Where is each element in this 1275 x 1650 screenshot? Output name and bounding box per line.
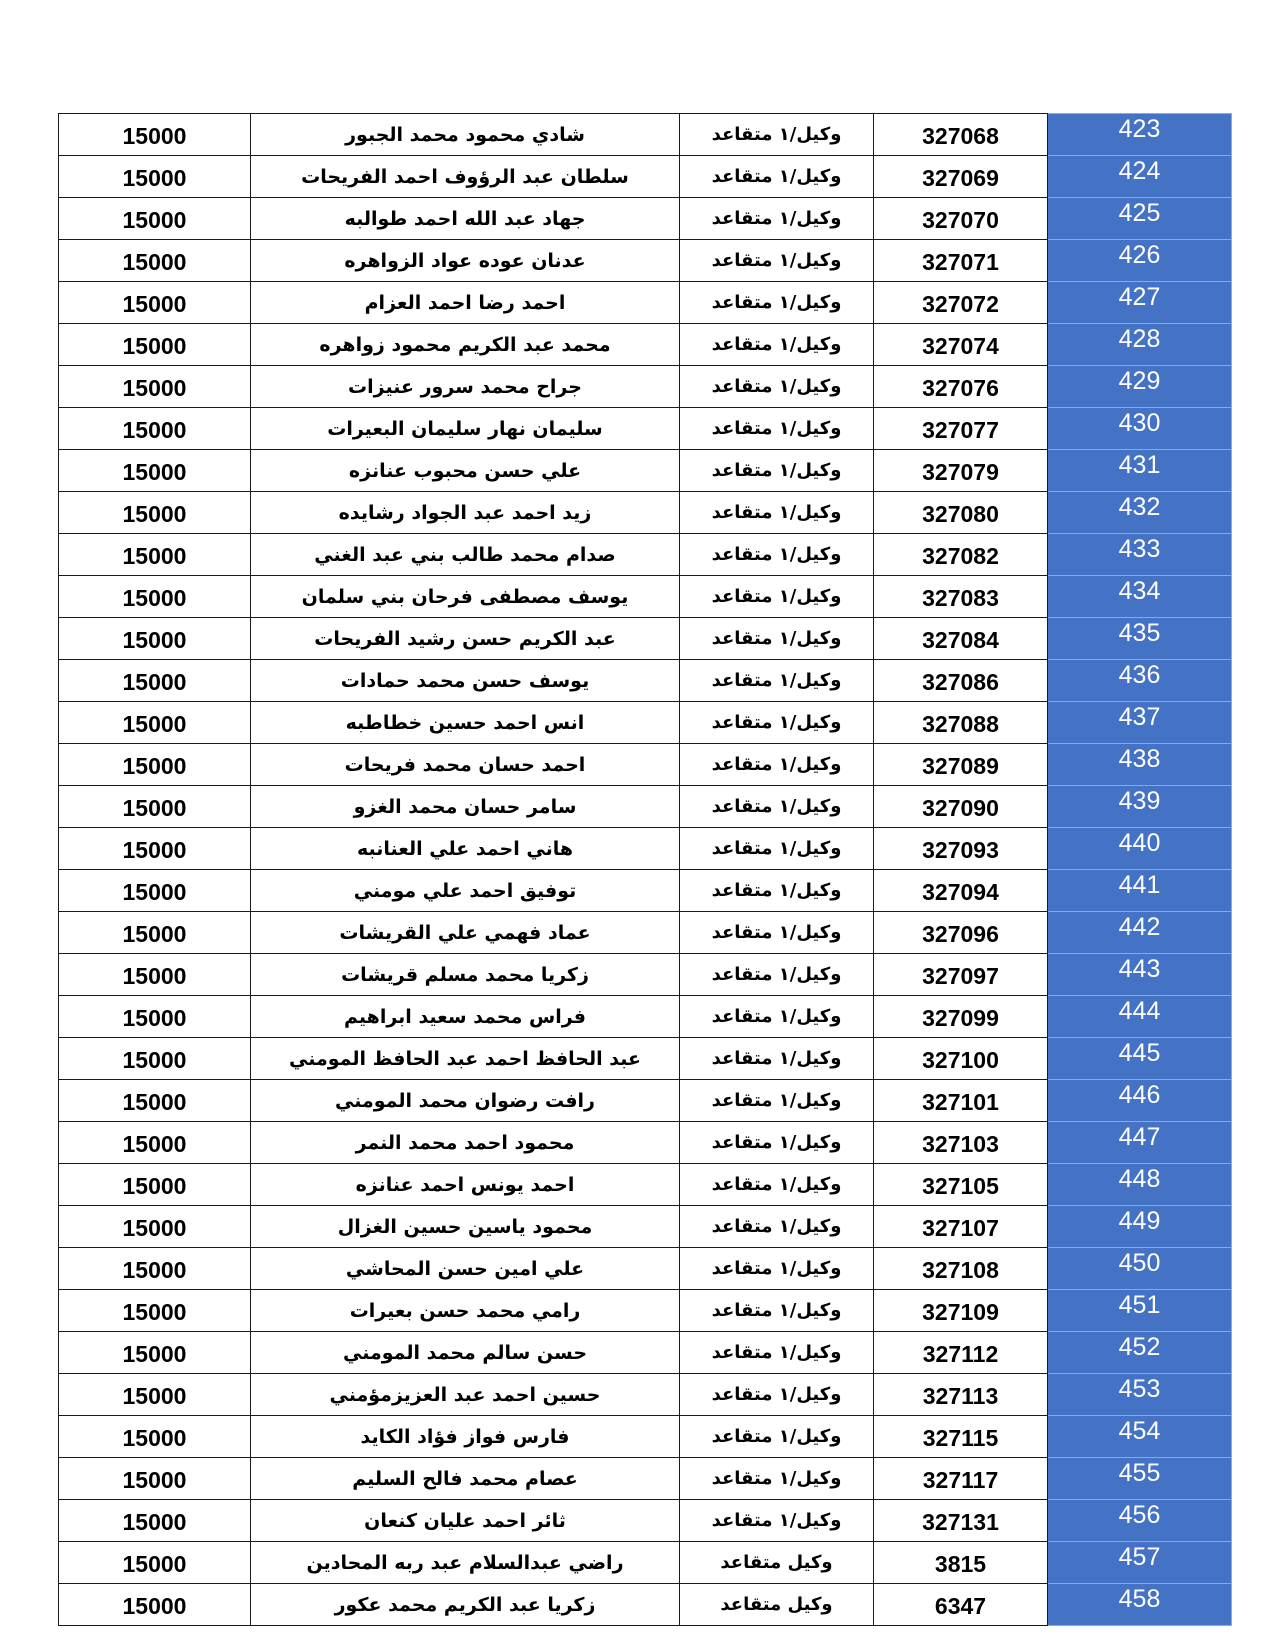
sequence-number-cell: 441 (1048, 870, 1232, 912)
rank-cell: وكيل/١ متقاعد (680, 534, 874, 576)
amount-cell: 15000 (59, 1080, 251, 1122)
rank-cell: وكيل/١ متقاعد (680, 1500, 874, 1542)
sequence-number-cell: 434 (1048, 576, 1232, 618)
amount-cell: 15000 (59, 1038, 251, 1080)
military-number-cell: 327096 (874, 912, 1048, 954)
table-row (59, 912, 1232, 954)
amount-cell: 15000 (59, 1248, 251, 1290)
table-row (59, 114, 1232, 156)
table-row (59, 282, 1232, 324)
military-number-cell: 327082 (874, 534, 1048, 576)
rank-cell: وكيل/١ متقاعد (680, 450, 874, 492)
sequence-number-cell: 445 (1048, 1038, 1232, 1080)
rank-cell: وكيل/١ متقاعد (680, 240, 874, 282)
name-cell: يوسف مصطفى فرحان بني سلمان (251, 576, 680, 618)
rank-cell: وكيل/١ متقاعد (680, 1332, 874, 1374)
name-cell: حسين احمد عبد العزيزمؤمني (251, 1374, 680, 1416)
name-cell: فراس محمد سعيد ابراهيم (251, 996, 680, 1038)
amount-cell: 15000 (59, 1458, 251, 1500)
sequence-number-cell: 453 (1048, 1374, 1232, 1416)
amount-cell: 15000 (59, 1290, 251, 1332)
rank-cell: وكيل/١ متقاعد (680, 1248, 874, 1290)
sequence-number-cell: 458 (1048, 1584, 1232, 1626)
sequence-number-cell: 452 (1048, 1332, 1232, 1374)
rank-cell: وكيل/١ متقاعد (680, 660, 874, 702)
military-number-cell: 327108 (874, 1248, 1048, 1290)
amount-cell: 15000 (59, 1374, 251, 1416)
sequence-number-cell: 436 (1048, 660, 1232, 702)
amount-cell: 15000 (59, 240, 251, 282)
sequence-number-cell: 426 (1048, 240, 1232, 282)
name-cell: فارس فواز فؤاد الكايد (251, 1416, 680, 1458)
amount-cell: 15000 (59, 1416, 251, 1458)
sequence-number-cell: 435 (1048, 618, 1232, 660)
military-number-cell: 327115 (874, 1416, 1048, 1458)
sequence-number-cell: 447 (1048, 1122, 1232, 1164)
name-cell: عدنان عوده عواد الزواهره (251, 240, 680, 282)
sequence-number-cell: 454 (1048, 1416, 1232, 1458)
amount-cell: 15000 (59, 1500, 251, 1542)
rank-cell: وكيل/١ متقاعد (680, 282, 874, 324)
amount-cell: 15000 (59, 156, 251, 198)
name-cell: انس احمد حسين خطاطبه (251, 702, 680, 744)
name-cell: سليمان نهار سليمان البعيرات (251, 408, 680, 450)
name-cell: ثائر احمد عليان كنعان (251, 1500, 680, 1542)
amount-cell: 15000 (59, 492, 251, 534)
name-cell: عبد الحافظ احمد عبد الحافظ المومني (251, 1038, 680, 1080)
rank-cell: وكيل/١ متقاعد (680, 912, 874, 954)
rank-cell: وكيل/١ متقاعد (680, 786, 874, 828)
table-row (59, 324, 1232, 366)
rank-cell: وكيل/١ متقاعد (680, 1290, 874, 1332)
name-cell: احمد يونس احمد عنانزه (251, 1164, 680, 1206)
name-cell: يوسف حسن محمد حمادات (251, 660, 680, 702)
sequence-number-cell: 440 (1048, 828, 1232, 870)
military-number-cell: 327070 (874, 198, 1048, 240)
military-number-cell: 327131 (874, 1500, 1048, 1542)
name-cell: عماد فهمي علي القريشات (251, 912, 680, 954)
name-cell: محمد عبد الكريم محمود زواهره (251, 324, 680, 366)
rank-cell: وكيل/١ متقاعد (680, 744, 874, 786)
military-number-cell: 327101 (874, 1080, 1048, 1122)
table-row (59, 1416, 1232, 1458)
table-row (59, 1332, 1232, 1374)
sequence-number-cell: 437 (1048, 702, 1232, 744)
table-row (59, 240, 1232, 282)
rank-cell: وكيل/١ متقاعد (680, 954, 874, 996)
name-cell: راضي عبدالسلام عبد ربه المحادين (251, 1542, 680, 1584)
military-number-cell: 327086 (874, 660, 1048, 702)
amount-cell: 15000 (59, 576, 251, 618)
sequence-number-cell: 439 (1048, 786, 1232, 828)
rank-cell: وكيل/١ متقاعد (680, 1374, 874, 1416)
military-number-cell: 327094 (874, 870, 1048, 912)
name-cell: علي حسن محبوب عنانزه (251, 450, 680, 492)
sequence-number-cell: 438 (1048, 744, 1232, 786)
military-number-cell: 327105 (874, 1164, 1048, 1206)
sequence-number-cell: 425 (1048, 198, 1232, 240)
name-cell: احمد حسان محمد فريحات (251, 744, 680, 786)
military-number-cell: 327072 (874, 282, 1048, 324)
rank-cell: وكيل/١ متقاعد (680, 198, 874, 240)
table-row (59, 1248, 1232, 1290)
name-cell: زكريا عبد الكريم محمد عكور (251, 1584, 680, 1626)
table-row (59, 1374, 1232, 1416)
rank-cell: وكيل/١ متقاعد (680, 828, 874, 870)
table-body (59, 114, 1232, 1626)
sequence-number-cell: 428 (1048, 324, 1232, 366)
table-row (59, 1038, 1232, 1080)
military-number-cell: 327100 (874, 1038, 1048, 1080)
name-cell: زكريا محمد مسلم قريشات (251, 954, 680, 996)
rank-cell: وكيل/١ متقاعد (680, 1080, 874, 1122)
amount-cell: 15000 (59, 870, 251, 912)
table-row (59, 198, 1232, 240)
military-number-cell: 327069 (874, 156, 1048, 198)
name-cell: حسن سالم محمد المومني (251, 1332, 680, 1374)
military-number-cell: 327117 (874, 1458, 1048, 1500)
table-row (59, 1500, 1232, 1542)
amount-cell: 15000 (59, 702, 251, 744)
sequence-number-cell: 448 (1048, 1164, 1232, 1206)
amount-cell: 15000 (59, 114, 251, 156)
military-number-cell: 327084 (874, 618, 1048, 660)
sequence-number-cell: 432 (1048, 492, 1232, 534)
sequence-number-cell: 456 (1048, 1500, 1232, 1542)
amount-cell: 15000 (59, 618, 251, 660)
rank-cell: وكيل/١ متقاعد (680, 408, 874, 450)
table-row (59, 828, 1232, 870)
rank-cell: وكيل/١ متقاعد (680, 492, 874, 534)
rank-cell: وكيل/١ متقاعد (680, 366, 874, 408)
name-cell: احمد رضا احمد العزام (251, 282, 680, 324)
amount-cell: 15000 (59, 1206, 251, 1248)
name-cell: جهاد عبد الله احمد طوالبه (251, 198, 680, 240)
table-row (59, 786, 1232, 828)
name-cell: علي امين حسن المحاشي (251, 1248, 680, 1290)
sequence-number-cell: 442 (1048, 912, 1232, 954)
sequence-number-cell: 423 (1048, 114, 1232, 156)
rank-cell: وكيل/١ متقاعد (680, 576, 874, 618)
name-cell: جراح محمد سرور عنيزات (251, 366, 680, 408)
table-row (59, 1542, 1232, 1584)
military-number-cell: 327113 (874, 1374, 1048, 1416)
table-row (59, 702, 1232, 744)
payment-table (58, 113, 1232, 1626)
sequence-number-cell: 427 (1048, 282, 1232, 324)
table-row (59, 534, 1232, 576)
rank-cell: وكيل/١ متقاعد (680, 156, 874, 198)
amount-cell: 15000 (59, 1584, 251, 1626)
table-row (59, 156, 1232, 198)
table-row (59, 492, 1232, 534)
amount-cell: 15000 (59, 660, 251, 702)
table-row (59, 1122, 1232, 1164)
sequence-number-cell: 431 (1048, 450, 1232, 492)
rank-cell: وكيل/١ متقاعد (680, 1458, 874, 1500)
amount-cell: 15000 (59, 408, 251, 450)
military-number-cell: 6347 (874, 1584, 1048, 1626)
military-number-cell: 327080 (874, 492, 1048, 534)
sequence-number-cell: 430 (1048, 408, 1232, 450)
rank-cell: وكيل متقاعد (680, 1584, 874, 1626)
sequence-number-cell: 450 (1048, 1248, 1232, 1290)
amount-cell: 15000 (59, 954, 251, 996)
sequence-number-cell: 449 (1048, 1206, 1232, 1248)
table-row (59, 744, 1232, 786)
military-number-cell: 327074 (874, 324, 1048, 366)
rank-cell: وكيل/١ متقاعد (680, 1122, 874, 1164)
table-row (59, 1080, 1232, 1122)
military-number-cell: 327071 (874, 240, 1048, 282)
amount-cell: 15000 (59, 324, 251, 366)
military-number-cell: 327083 (874, 576, 1048, 618)
name-cell: سلطان عبد الرؤوف احمد الفريحات (251, 156, 680, 198)
name-cell: شادي محمود محمد الجبور (251, 114, 680, 156)
rank-cell: وكيل/١ متقاعد (680, 1164, 874, 1206)
table-row (59, 408, 1232, 450)
amount-cell: 15000 (59, 534, 251, 576)
amount-cell: 15000 (59, 366, 251, 408)
rank-cell: وكيل/١ متقاعد (680, 996, 874, 1038)
name-cell: رافت رضوان محمد المومني (251, 1080, 680, 1122)
sequence-number-cell: 455 (1048, 1458, 1232, 1500)
rank-cell: وكيل متقاعد (680, 1542, 874, 1584)
name-cell: هاني احمد علي العنانبه (251, 828, 680, 870)
rank-cell: وكيل/١ متقاعد (680, 1416, 874, 1458)
table-row (59, 954, 1232, 996)
military-number-cell: 327088 (874, 702, 1048, 744)
table-row (59, 1458, 1232, 1500)
table-row (59, 1164, 1232, 1206)
sequence-number-cell: 433 (1048, 534, 1232, 576)
sequence-number-cell: 424 (1048, 156, 1232, 198)
military-number-cell: 3815 (874, 1542, 1048, 1584)
military-number-cell: 327093 (874, 828, 1048, 870)
rank-cell: وكيل/١ متقاعد (680, 702, 874, 744)
amount-cell: 15000 (59, 996, 251, 1038)
table-row (59, 366, 1232, 408)
amount-cell: 15000 (59, 744, 251, 786)
table-row (59, 576, 1232, 618)
amount-cell: 15000 (59, 450, 251, 492)
sequence-number-cell: 451 (1048, 1290, 1232, 1332)
table-row (59, 660, 1232, 702)
sequence-number-cell: 444 (1048, 996, 1232, 1038)
rank-cell: وكيل/١ متقاعد (680, 1038, 874, 1080)
amount-cell: 15000 (59, 282, 251, 324)
table-row (59, 1206, 1232, 1248)
amount-cell: 15000 (59, 1332, 251, 1374)
sequence-number-cell: 446 (1048, 1080, 1232, 1122)
table-row (59, 996, 1232, 1038)
military-number-cell: 327090 (874, 786, 1048, 828)
military-number-cell: 327112 (874, 1332, 1048, 1374)
name-cell: عصام محمد فالح السليم (251, 1458, 680, 1500)
amount-cell: 15000 (59, 1542, 251, 1584)
name-cell: رامي محمد حسن بعيرات (251, 1290, 680, 1332)
sequence-number-cell: 443 (1048, 954, 1232, 996)
table-row (59, 450, 1232, 492)
military-number-cell: 327079 (874, 450, 1048, 492)
amount-cell: 15000 (59, 1122, 251, 1164)
name-cell: محمود احمد محمد النمر (251, 1122, 680, 1164)
table-row (59, 870, 1232, 912)
rank-cell: وكيل/١ متقاعد (680, 114, 874, 156)
sequence-number-cell: 457 (1048, 1542, 1232, 1584)
table-row (59, 1290, 1232, 1332)
military-number-cell: 327099 (874, 996, 1048, 1038)
military-number-cell: 327077 (874, 408, 1048, 450)
amount-cell: 15000 (59, 786, 251, 828)
rank-cell: وكيل/١ متقاعد (680, 618, 874, 660)
military-number-cell: 327109 (874, 1290, 1048, 1332)
name-cell: سامر حسان محمد الغزو (251, 786, 680, 828)
amount-cell: 15000 (59, 198, 251, 240)
amount-cell: 15000 (59, 912, 251, 954)
sequence-number-cell: 429 (1048, 366, 1232, 408)
amount-cell: 15000 (59, 1164, 251, 1206)
military-number-cell: 327076 (874, 366, 1048, 408)
military-number-cell: 327068 (874, 114, 1048, 156)
amount-cell: 15000 (59, 828, 251, 870)
name-cell: محمود ياسين حسين الغزال (251, 1206, 680, 1248)
name-cell: عبد الكريم حسن رشيد الفريحات (251, 618, 680, 660)
military-number-cell: 327103 (874, 1122, 1048, 1164)
table-row (59, 1584, 1232, 1626)
table-row (59, 618, 1232, 660)
name-cell: زيد احمد عبد الجواد رشايده (251, 492, 680, 534)
name-cell: توفيق احمد علي مومني (251, 870, 680, 912)
military-number-cell: 327107 (874, 1206, 1048, 1248)
rank-cell: وكيل/١ متقاعد (680, 1206, 874, 1248)
military-number-cell: 327089 (874, 744, 1048, 786)
name-cell: صدام محمد طالب بني عبد الغني (251, 534, 680, 576)
rank-cell: وكيل/١ متقاعد (680, 870, 874, 912)
rank-cell: وكيل/١ متقاعد (680, 324, 874, 366)
military-number-cell: 327097 (874, 954, 1048, 996)
